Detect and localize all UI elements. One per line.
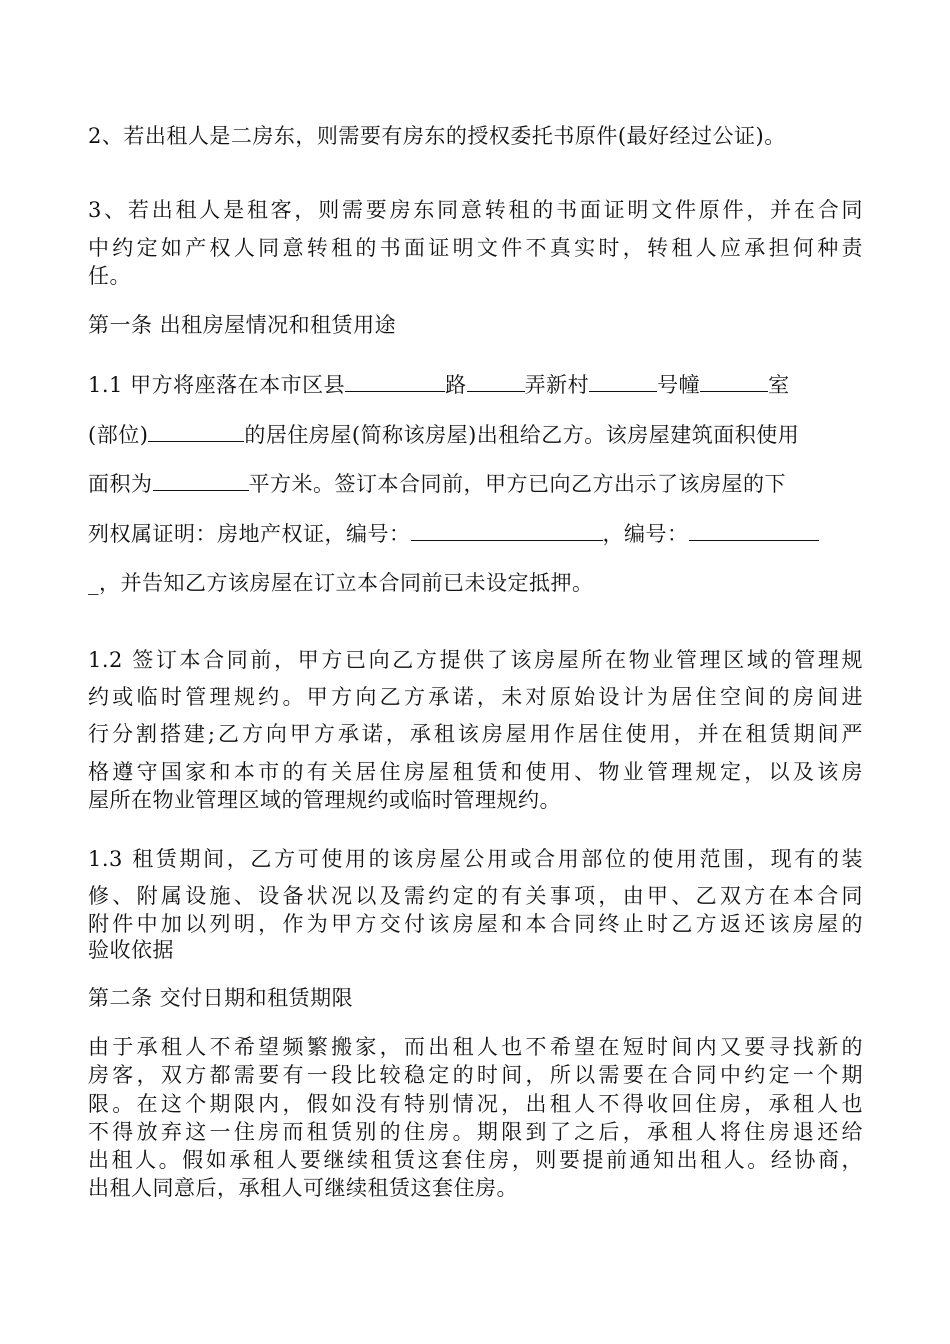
clause-1-2-line-5: 屋所在物业管理区域的管理规约或临时管理规约。 xyxy=(88,788,561,812)
clause-1-3-line-3: 附件中加以列明，作为甲方交付该房屋和本合同终止时乙方返还该房屋的 xyxy=(88,912,863,936)
paragraph-3-line-3: 任。 xyxy=(88,264,131,288)
clause-1-3-line-1: 1.3 租赁期间，乙方可使用的该房屋公用或合用部位的使用范围，现有的装 xyxy=(88,847,863,871)
blank-district xyxy=(345,371,445,392)
article-2-body-line-5: 出租人。假如承租人要继续租赁这套住房，则要提前通知出租人。经协商， xyxy=(88,1148,863,1172)
clause-1-1-text-k: ，编号： xyxy=(602,522,689,546)
clause-1-3-line-4: 验收依据 xyxy=(88,938,174,962)
article-2-body-line-4: 不得放弃这一住房而租赁别的住房。期限到了之后，承租人将住房退还给 xyxy=(88,1120,863,1144)
article-2-title: 第二条 交付日期和租赁期限 xyxy=(88,986,354,1010)
blank-building xyxy=(700,371,768,392)
paragraph-3-line-2: 中约定如产权人同意转租的书面证明文件不真实时，转租人应承担何种责 xyxy=(88,236,863,260)
article-1-title: 第一条 出租房屋情况和租赁用途 xyxy=(88,313,397,337)
clause-1-1-text-a: 1.1 甲方将座落在本市区县 xyxy=(88,373,346,397)
clause-1-2-line-2: 约或临时管理规约。甲方向乙方承诺，未对原始设计为居住空间的房间进 xyxy=(88,685,863,709)
blank-road xyxy=(467,371,525,392)
clause-1-1-text-c: 弄新村 xyxy=(524,373,590,397)
blank-lane xyxy=(589,371,657,392)
clause-1-1-text-e: 室 xyxy=(768,373,790,397)
clause-1-2-line-4: 格遵守国家和本市的有关居住房屋租赁和使用、物业管理规定，以及该房 xyxy=(88,760,863,784)
clause-1-1-text-b: 路 xyxy=(445,373,467,397)
clause-1-3-line-2: 修、附属设施、设备状况以及需约定的有关事项，由甲、乙双方在本合同 xyxy=(88,884,863,908)
clause-1-1-line-3 xyxy=(88,470,786,498)
clause-1-1-text-j: 列权属证明：房地产权证，编号： xyxy=(88,522,411,546)
clause-1-1-line-4 xyxy=(88,520,819,548)
blank-certificate-number-1 xyxy=(411,520,603,541)
blank-certificate-number-2 xyxy=(689,520,819,541)
clause-1-2-line-1: 1.2 签订本合同前，甲方已向乙方提供了该房屋所在物业管理区域的管理规 xyxy=(88,648,863,672)
clause-1-1-text-d: 号幢 xyxy=(657,373,701,397)
clause-1-1-line-5: _，并告知乙方该房屋在订立本合同前已未设定抵押。 xyxy=(88,571,594,595)
clause-1-1-line-2 xyxy=(88,421,799,449)
blank-area xyxy=(153,470,249,491)
paragraph-3-line-1: 3、若出租人是租客，则需要房东同意转租的书面证明文件原件，并在合同 xyxy=(88,198,863,222)
clause-1-1-text-g: 的居住房屋(简称该房屋)出租给乙方。该房屋建筑面积使用 xyxy=(244,423,800,447)
clause-1-1-text-i: 平方米。签订本合同前，甲方已向乙方出示了该房屋的下 xyxy=(248,472,786,496)
clause-1-1-text-f: (部位) xyxy=(88,423,149,447)
paragraph-2-line-1: 2、若出租人是二房东，则需要有房东的授权委托书原件(最好经过公证)。 xyxy=(88,124,786,148)
article-2-body-line-6: 出租人同意后，承租人可继续租赁这套住房。 xyxy=(88,1176,518,1200)
article-2-body-line-1: 由于承租人不希望频繁搬家，而出租人也不希望在短时间内又要寻找新的 xyxy=(88,1035,863,1059)
clause-1-1-text-h: 面积为 xyxy=(88,472,153,496)
blank-position xyxy=(148,421,244,442)
article-2-body-line-3: 限。在这个期限内，假如没有特别情况，出租人不得收回住房，承租人也 xyxy=(88,1092,863,1116)
clause-1-1-line-1 xyxy=(88,371,790,399)
clause-1-2-line-3: 行分割搭建;乙方向甲方承诺，承租该房屋用作居住使用，并在租赁期间严 xyxy=(88,722,863,746)
article-2-body-line-2: 房客，双方都需要有一段比较稳定的时间，所以需要在合同中约定一个期 xyxy=(88,1063,863,1087)
